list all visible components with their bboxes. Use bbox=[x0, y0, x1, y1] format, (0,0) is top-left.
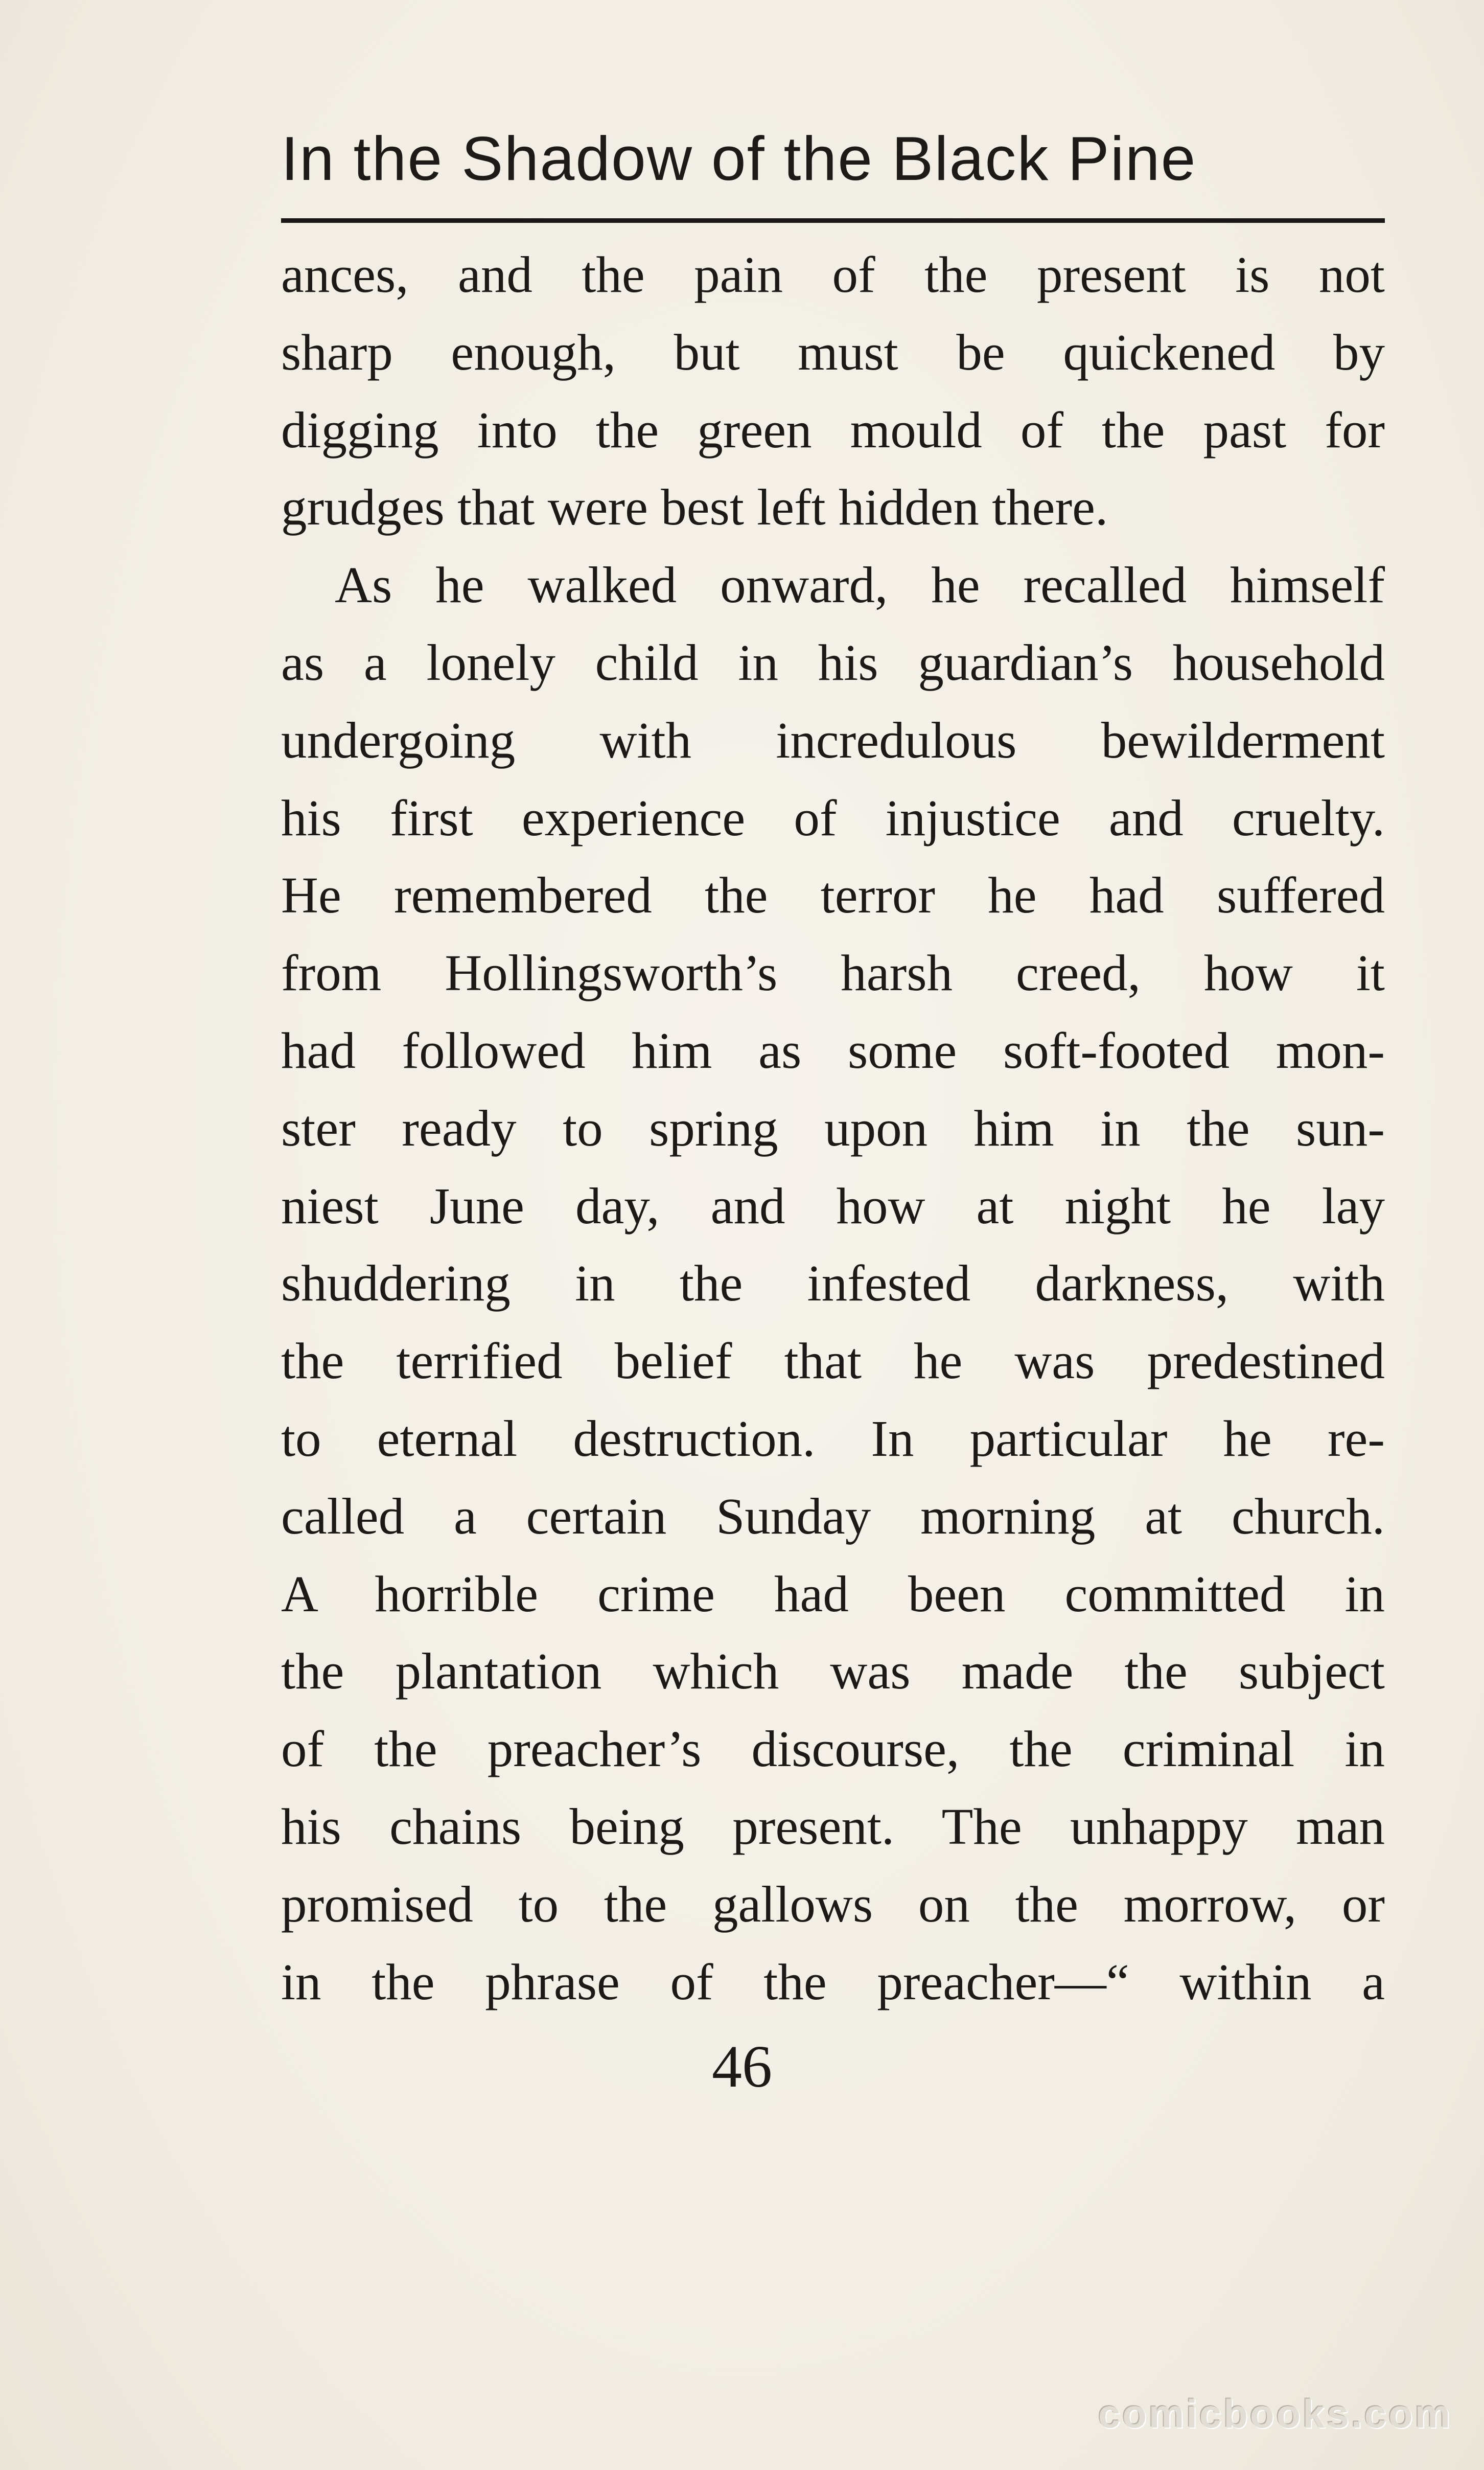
text-line: sharp enough, but must be quickened by bbox=[281, 323, 1385, 381]
text-line: his chains being present. The unhappy man bbox=[281, 1797, 1385, 1855]
text-line: to eternal destruction. In particular he re- bbox=[281, 1409, 1385, 1467]
text-line: niest June day, and how at night he lay bbox=[281, 1177, 1385, 1234]
text-line: ances, and the pain of the present is not bbox=[281, 246, 1385, 303]
text-line: called a certain Sunday morning at church. bbox=[281, 1487, 1385, 1545]
text-line: grudges that were best left hidden there. bbox=[281, 478, 1108, 536]
text-line: undergoing with incredulous bewilderment bbox=[281, 711, 1385, 769]
text-line: his first experience of injustice and cruelty. bbox=[281, 789, 1385, 847]
page-number: 46 bbox=[712, 2033, 772, 2100]
text-line: promised to the gallows on the morrow, or bbox=[281, 1875, 1385, 1933]
header-rule bbox=[281, 218, 1385, 223]
text-line: as a lonely child in his guardian’s household bbox=[281, 633, 1385, 691]
running-head: In the Shadow of the Black Pine bbox=[281, 124, 1197, 193]
text-line: He remembered the terror he had suffered bbox=[281, 866, 1385, 924]
text-line: shuddering in the infested darkness, with bbox=[281, 1254, 1385, 1312]
text-line: digging into the green mould of the past for bbox=[281, 401, 1385, 459]
text-line: of the preacher’s discourse, the criminal in bbox=[281, 1720, 1385, 1778]
text-line: A horrible crime had been committed in bbox=[281, 1565, 1385, 1622]
text-line: from Hollingsworth’s harsh creed, how it bbox=[281, 944, 1385, 1002]
text-line: had followed him as some soft-footed mon- bbox=[281, 1021, 1385, 1079]
watermark: comicbooks.com bbox=[1098, 2391, 1452, 2436]
text-line: ster ready to spring upon him in the sun- bbox=[281, 1099, 1385, 1157]
text-line: in the phrase of the preacher—“ within a bbox=[281, 1953, 1385, 2010]
text-line: As he walked onward, he recalled himself bbox=[335, 556, 1385, 614]
body-text bbox=[281, 236, 1385, 2021]
text-line: the plantation which was made the subject bbox=[281, 1642, 1385, 1700]
text-line: the terrified belief that he was predestined bbox=[281, 1332, 1385, 1390]
